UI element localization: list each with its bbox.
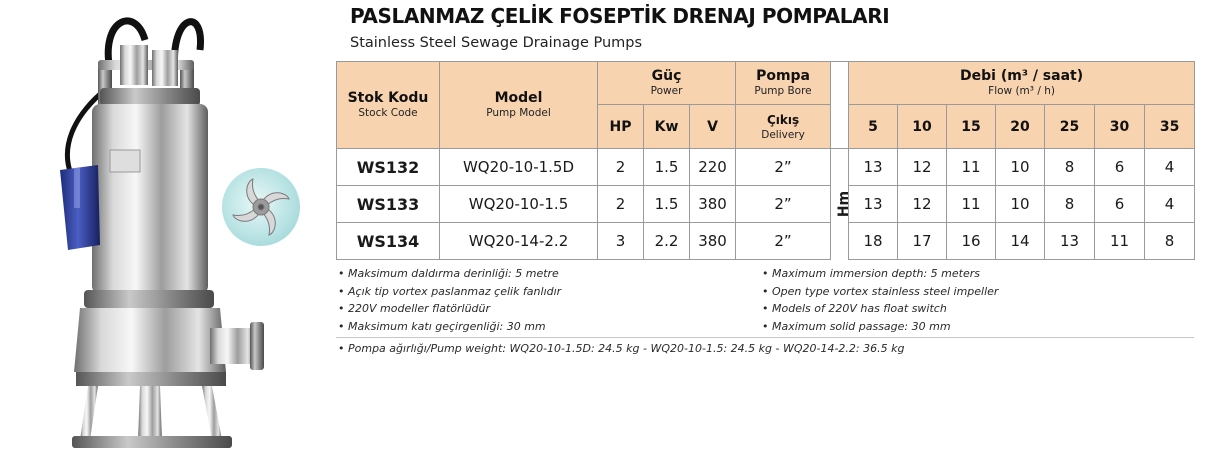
col-flow-20: 20 — [996, 105, 1045, 149]
kw-value: 2.2 — [644, 223, 690, 260]
flow-value: 16 — [947, 223, 996, 260]
delivery-tr: Çıkış — [766, 112, 800, 127]
stock-code-header-en: Stock Code — [358, 107, 418, 119]
model-header-tr: Model — [494, 90, 543, 106]
spec-table — [336, 61, 1195, 260]
table-row — [337, 149, 1195, 186]
flow-value: 6 — [1095, 149, 1145, 186]
stock-code: WS132 — [337, 149, 440, 186]
flow-value: 4 — [1145, 186, 1195, 223]
note-item: • Maksimum daldırma derinliği: 5 metre — [338, 265, 561, 283]
voltage-value: 380 — [690, 186, 736, 223]
kw-value: 1.5 — [644, 149, 690, 186]
flow-value: 8 — [1045, 149, 1095, 186]
flow-value: 6 — [1095, 186, 1145, 223]
flow-value: 13 — [849, 149, 898, 186]
flow-header-en: Flow (m³ / h) — [988, 85, 1055, 97]
gap-column — [831, 62, 849, 149]
col-flow-10: 10 — [898, 105, 947, 149]
flow-value: 13 — [849, 186, 898, 223]
col-hp: HP — [598, 105, 644, 149]
voltage-value: 380 — [690, 223, 736, 260]
col-flow-35: 35 — [1145, 105, 1195, 149]
power-header-en: Power — [650, 85, 683, 97]
table-row — [337, 223, 1195, 260]
kw-value: 1.5 — [644, 186, 690, 223]
hp-value: 3 — [598, 223, 644, 260]
flow-value: 18 — [849, 223, 898, 260]
model-header-en: Pump Model — [486, 107, 551, 119]
col-flow-5: 5 — [849, 105, 898, 149]
note-item: • Maksimum katı geçirgenliği: 30 mm — [338, 318, 561, 336]
flow-value: 10 — [996, 186, 1045, 223]
notes-turkish — [338, 265, 561, 335]
voltage-value: 220 — [690, 149, 736, 186]
pump-weight-note: • Pompa ağırlığı/Pump weight: WQ20-10-1.5D: 24.5 kg - WQ20-10-1.5: 24.5 kg - WQ20-14-2.2: 36.5 kg — [338, 342, 904, 355]
col-flow-15: 15 — [947, 105, 996, 149]
col-v: V — [690, 105, 736, 149]
flow-value: 10 — [996, 149, 1045, 186]
notes-divider — [336, 337, 1194, 338]
model-header — [440, 62, 598, 149]
note-item: • Maximum solid passage: 30 mm — [762, 318, 998, 336]
power-header-tr: Güç — [651, 68, 682, 84]
note-item: • 220V modeller flatörlüdür — [338, 300, 561, 318]
stock-code: WS134 — [337, 223, 440, 260]
note-item: • Open type vortex stainless steel impeller — [762, 283, 998, 301]
delivery-value: 2” — [736, 186, 831, 223]
hp-value: 2 — [598, 149, 644, 186]
page-subtitle: Stainless Steel Sewage Drainage Pumps — [350, 35, 643, 51]
col-flow-25: 25 — [1045, 105, 1095, 149]
col-flow-30: 30 — [1095, 105, 1145, 149]
stock-code: WS133 — [337, 186, 440, 223]
power-header — [598, 62, 736, 105]
col-kw: Kw — [644, 105, 690, 149]
flow-value: 14 — [996, 223, 1045, 260]
delivery-en: Delivery — [761, 128, 805, 141]
impeller-image — [222, 168, 300, 246]
flow-value: 8 — [1145, 223, 1195, 260]
hm-label: Hm — [831, 149, 849, 260]
notes-english — [762, 265, 998, 335]
flow-value: 12 — [898, 186, 947, 223]
note-item: • Models of 220V has float switch — [762, 300, 998, 318]
flow-value: 4 — [1145, 149, 1195, 186]
delivery-value: 2” — [736, 223, 831, 260]
stock-code-header — [337, 62, 440, 149]
table-row — [337, 186, 1195, 223]
model-name: WQ20-10-1.5D — [440, 149, 598, 186]
note-item: • Açık tip vortex paslanmaz çelik fanlıdır — [338, 283, 561, 301]
stock-code-header-tr: Stok Kodu — [347, 90, 429, 106]
pump-header-en: Pump Bore — [754, 85, 812, 97]
pump-header — [736, 62, 831, 105]
delivery-value: 2” — [736, 149, 831, 186]
flow-value: 11 — [1095, 223, 1145, 260]
flow-header — [849, 62, 1195, 105]
pump-header-tr: Pompa — [756, 68, 810, 84]
model-name: WQ20-10-1.5 — [440, 186, 598, 223]
flow-value: 8 — [1045, 186, 1095, 223]
hp-value: 2 — [598, 186, 644, 223]
flow-value: 13 — [1045, 223, 1095, 260]
note-item: • Maximum immersion depth: 5 meters — [762, 265, 998, 283]
page-title: PASLANMAZ ÇELİK FOSEPTİK DRENAJ POMPALARI — [350, 4, 890, 28]
flow-value: 11 — [947, 149, 996, 186]
flow-value: 17 — [898, 223, 947, 260]
model-name: WQ20-14-2.2 — [440, 223, 598, 260]
flow-header-tr: Debi (m³ / saat) — [960, 68, 1084, 84]
flow-value: 11 — [947, 186, 996, 223]
col-delivery — [736, 105, 831, 149]
flow-value: 12 — [898, 149, 947, 186]
